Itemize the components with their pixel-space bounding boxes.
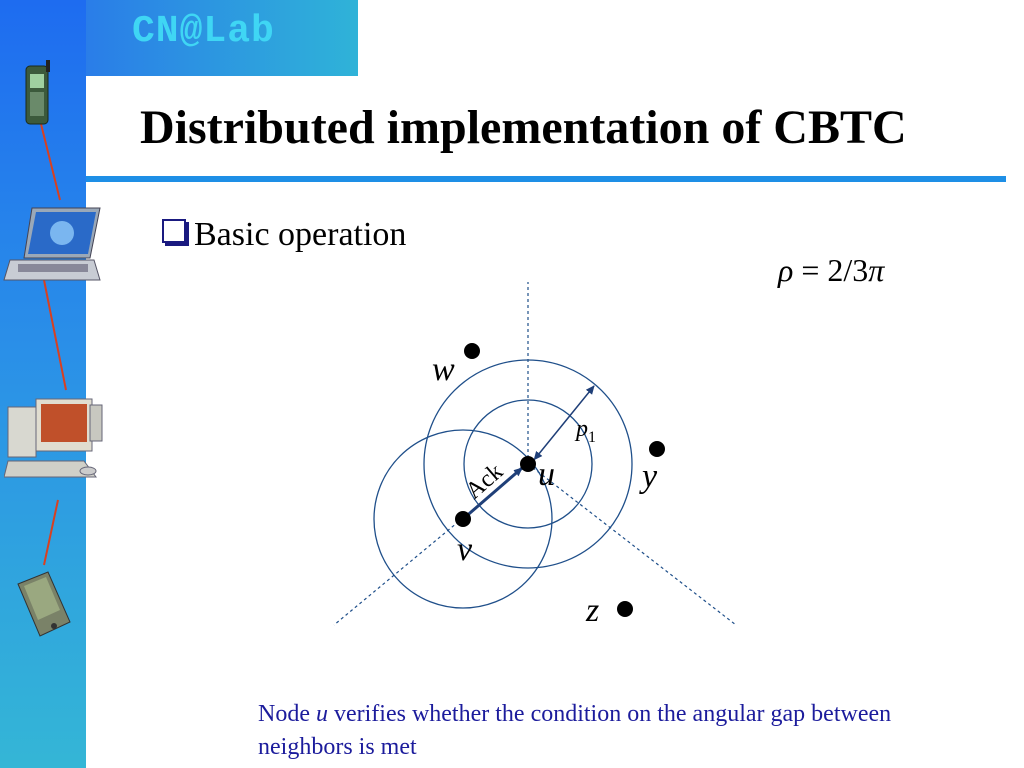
node-y: [649, 441, 665, 457]
caption-prefix: Node: [258, 701, 316, 727]
bullet-text: Basic operation: [194, 216, 407, 253]
node-u: [520, 456, 536, 472]
caption-rest: verifies whether the condition on the angular gap between neighbors is met: [258, 701, 892, 760]
label-w: w: [432, 351, 455, 388]
label-p1: [574, 416, 596, 446]
node-w: [464, 343, 480, 359]
cone-boundary-right: [528, 464, 736, 625]
formula-equals: =: [793, 252, 828, 288]
logo: CN@Lab: [132, 10, 275, 53]
label-ack: Ack: [460, 458, 509, 505]
label-v: v: [457, 531, 473, 568]
label-z: z: [586, 592, 600, 629]
node-z: [617, 601, 633, 617]
label-p1-main: p: [576, 416, 588, 442]
caption: [258, 698, 958, 764]
node-v: [455, 511, 471, 527]
label-y: y: [642, 458, 658, 495]
pi-symbol: π: [868, 252, 885, 288]
page-title: Distributed implementation of CBTC: [140, 101, 907, 154]
formula-value: 2/3: [827, 252, 869, 288]
label-u: u: [538, 456, 555, 493]
rho-symbol: ρ: [778, 252, 794, 288]
caption-node: u: [315, 701, 328, 727]
label-p1-sub: 1: [588, 429, 596, 446]
